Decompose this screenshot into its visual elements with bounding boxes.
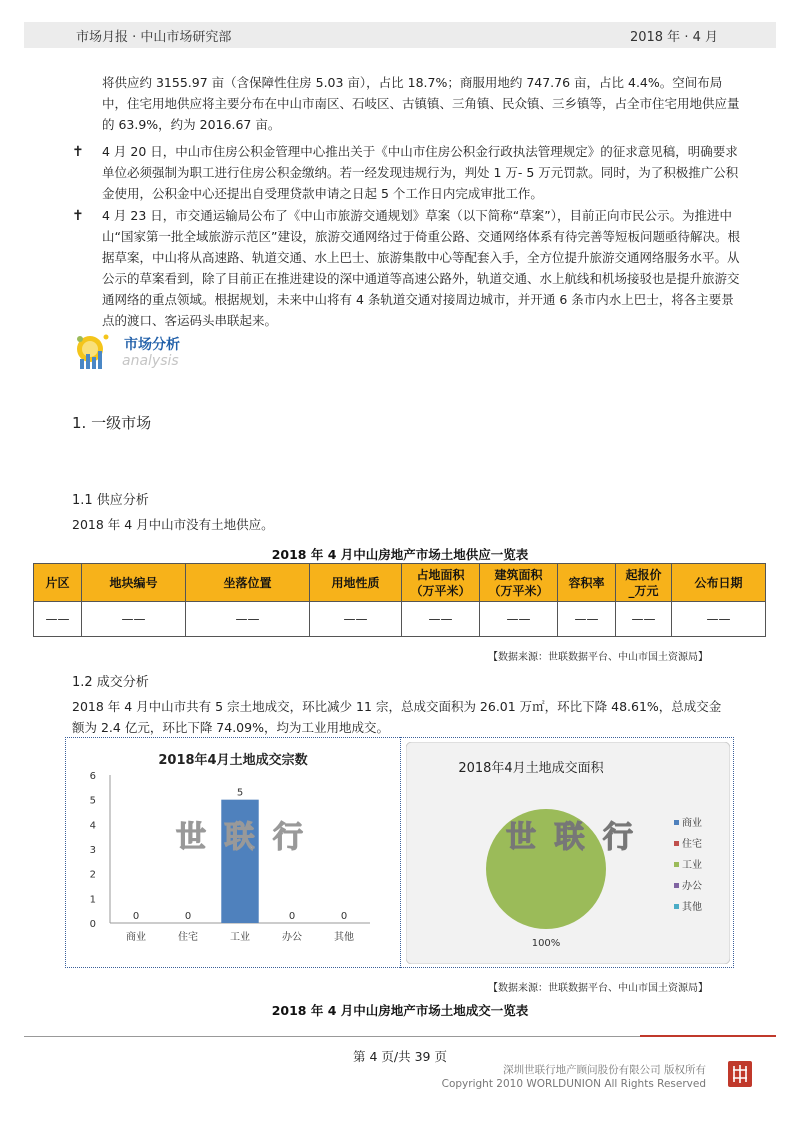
legend-label: 工业 — [682, 860, 702, 871]
watermark-text: 世 联 行 — [176, 820, 307, 855]
section-heading-transaction: 1.2 成交分析 — [72, 675, 149, 690]
supply-summary: 2018 年 4 月中山市没有土地供应。 — [72, 517, 274, 532]
market-analysis-logo — [72, 329, 202, 373]
bullet-cross-icon: ✝ — [72, 144, 84, 160]
table-row — [34, 602, 766, 637]
pie-data-label: 100% — [531, 938, 561, 949]
column-header: 容积率 — [558, 564, 616, 602]
y-tick-label: 3 — [89, 845, 96, 856]
column-header: 公布日期 — [672, 564, 766, 602]
page-number: 第 4 页/共 39 页 — [353, 1049, 447, 1064]
logo-en-text: analysis — [122, 353, 179, 369]
table-cell: —— — [672, 602, 766, 637]
source-note: 【数据来源：世联数据平台、中山市国土资源局】 — [488, 652, 708, 663]
source-note: 【数据来源：世联数据平台、中山市国土资源局】 — [488, 983, 708, 994]
y-tick-label: 0 — [89, 919, 96, 930]
column-header: 用地性质 — [310, 564, 402, 602]
supply-table-header-row — [34, 564, 766, 602]
y-tick-label: 5 — [89, 795, 96, 807]
charts-divider — [400, 737, 401, 968]
legend-label: 住宅 — [682, 839, 702, 850]
column-header: 建筑面积 （万平米） — [480, 564, 558, 602]
copyright-text: Copyright 2010 WORLDUNION All Rights Reserved — [441, 1078, 706, 1090]
footer-accent-line — [640, 1035, 776, 1037]
bar-value-label: 0 — [288, 911, 296, 922]
watermark-text: 世 联 行 — [506, 820, 637, 855]
section-heading-primary-market: 1. 一级市场 — [72, 414, 152, 432]
column-header: 占地面积 （万平米） — [402, 564, 480, 602]
legend-label: 商业 — [682, 818, 702, 829]
header-title: 市场月报 · 中山市场研究部 — [76, 30, 232, 45]
bar-value-label: 5 — [236, 787, 244, 799]
y-tick-label: 2 — [89, 869, 96, 881]
table-cell: —— — [310, 602, 402, 637]
x-tick-label: 办公 — [282, 932, 302, 943]
table-cell: —— — [558, 602, 616, 637]
table-cell: —— — [34, 602, 82, 637]
x-tick-label: 住宅 — [178, 932, 198, 943]
bar-value-label: 0 — [132, 911, 140, 922]
transaction-summary: 2018 年 4 月中山市共有 5 宗土地成交，环比减少 11 宗，总成交面积为 26.01 万㎡，环比下降 48.61%，总成交金额为 2.4 亿元，环比下降 74.09%，均为工业用地成交。 — [72, 699, 722, 735]
table-cell: —— — [82, 602, 186, 637]
legend-swatch — [674, 820, 679, 825]
legend-swatch — [674, 862, 679, 867]
bullet-cross-icon: ✝ — [72, 208, 84, 224]
deal-table-title: 2018 年 4 月中山房地产市场土地成交一览表 — [271, 1003, 529, 1018]
y-tick-label: 6 — [89, 771, 96, 782]
legend-label: 其他 — [682, 902, 702, 913]
paragraph-land-supply: 将供应约 3155.97 亩（含保障性住房 5.03 亩），占比 18.7%；商服用地约 747.76 亩，占比 4.4%。空间布局中，住宅用地供应将主要分布在中山市南区、石岐区、古镇镇、三角镇、民众镇、三乡镇等，占全市住宅用地供应量的 63.9%，约为 2016.67 亩。 — [102, 75, 740, 132]
bar-value-label: 0 — [340, 911, 348, 922]
paragraph-housing-fund: 4 月 20 日，中山市住房公积金管理中心推出关于《中山市住房公积金行政执法管理规定》的征求意见稿，明确要求单位必须强制为职工进行住房公积金缴纳。若一经发现违规行为，判处 1 万- 5 万元罚款。同时，为了积极推广公积金使用，公积金中心还提出自受理贷款申请之日起 5 个工作日内完成审批工作。 — [102, 144, 739, 201]
paragraph-tourism-traffic: 4 月 23 日，市交通运输局公布了《中山市旅游交通规划》草案（以下简称“草案”），目前正向市民公示。为推进中山“国家第一批全域旅游示范区”建设，旅游交通网络过于倚重公路、交通网络体系有待完善等短板问题亟待解决。根据草案，中山将从高速路、轨道交通、水上巴士、旅游集散中心等配套入手，全方位提升旅游交通网络服务水平。从公示的草案看到，除了目前正在推进建设的深中通道等高速公路外，轨道交通、水上航线和机场接驳也是提升旅游交通网络的重点领域。根据规划，未来中山将有 4 条轨道交通对接周边城市，并开通 6 条市内水上巴士，将各主要景点的渡口、客运码头串联起来。 — [102, 208, 740, 328]
section-heading-supply: 1.1 供应分析 — [72, 493, 149, 508]
logo-cn-text: 市场分析 — [124, 337, 180, 353]
table-cell: —— — [186, 602, 310, 637]
company-seal-logo — [728, 1061, 752, 1087]
legend-swatch — [674, 904, 679, 909]
bar-value-label: 0 — [184, 911, 192, 922]
pie-chart-title: 2018年4月土地成交面积 — [458, 761, 604, 776]
legend-swatch — [674, 841, 679, 846]
table-cell: —— — [616, 602, 672, 637]
y-tick-label: 4 — [89, 820, 96, 832]
x-tick-label: 其他 — [334, 932, 354, 943]
legend-swatch — [674, 883, 679, 888]
column-header: 坐落位置 — [186, 564, 310, 602]
supply-table — [33, 563, 766, 637]
column-header: 起报价 _万元 — [616, 564, 672, 602]
column-header: 地块编号 — [82, 564, 186, 602]
y-tick-label: 1 — [89, 894, 96, 906]
column-header: 片区 — [34, 564, 82, 602]
bar-chart-title: 2018年4月土地成交宗数 — [158, 753, 308, 768]
table-cell: —— — [402, 602, 480, 637]
table-cell: —— — [480, 602, 558, 637]
x-tick-label: 工业 — [230, 932, 250, 943]
page-header — [24, 22, 776, 48]
footer-company — [442, 1063, 706, 1091]
company-name: 深圳世联行地产顾问股份有限公司 版权所有 — [503, 1064, 706, 1076]
header-date: 2018 年 · 4 月 — [629, 30, 718, 45]
supply-table-title: 2018 年 4 月中山房地产市场土地供应一览表 — [271, 547, 529, 562]
x-tick-label: 商业 — [126, 932, 146, 943]
legend-label: 办公 — [682, 881, 702, 892]
